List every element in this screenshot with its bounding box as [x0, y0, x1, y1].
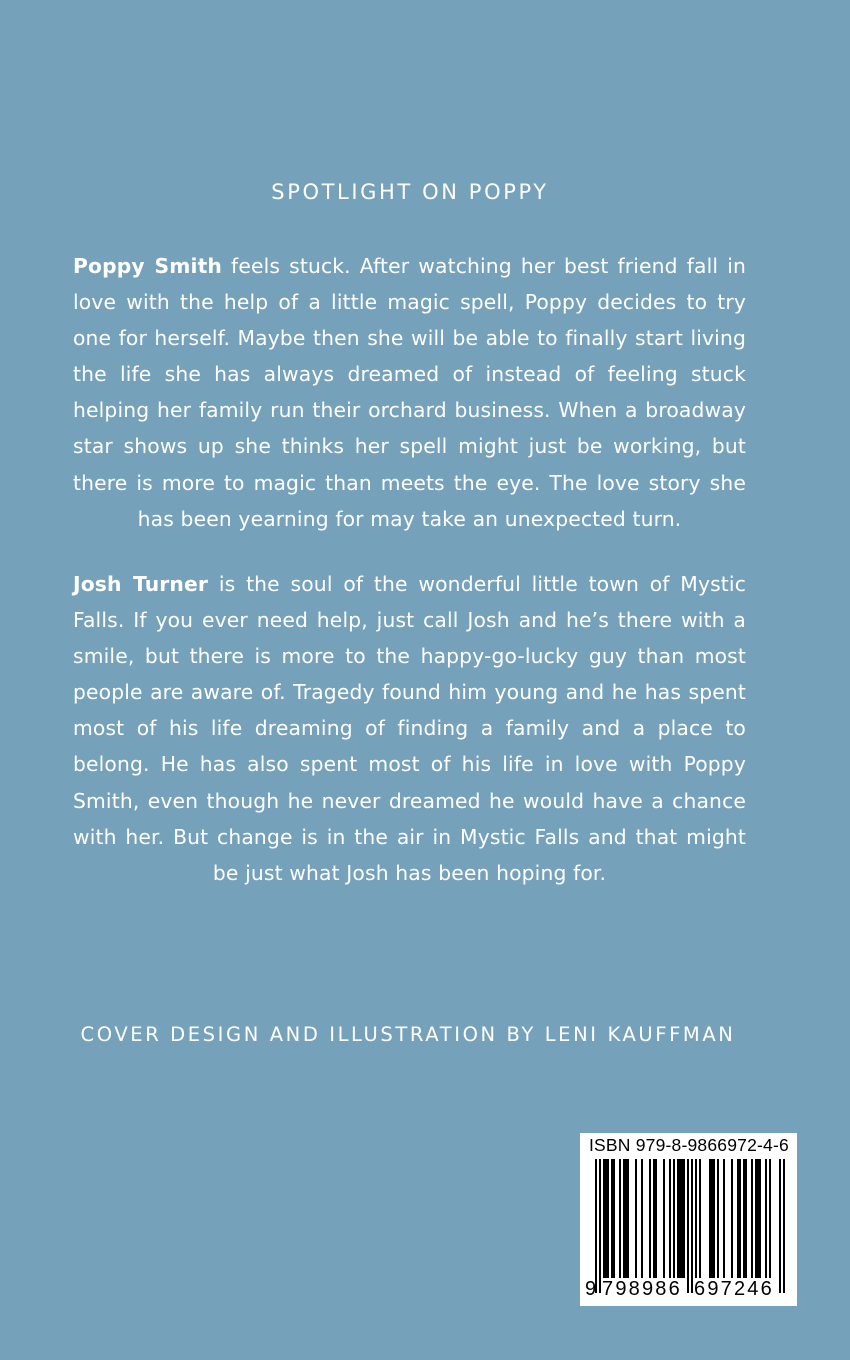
barcode-bar — [713, 1159, 715, 1278]
character-name-josh: Josh Turner — [73, 572, 209, 596]
blurb-paragraph-poppy — [73, 248, 746, 537]
barcode-bar — [603, 1159, 605, 1278]
barcode-bar — [635, 1159, 637, 1278]
barcode-bar — [743, 1159, 745, 1278]
barcode-bar — [759, 1159, 761, 1278]
barcode-bar — [723, 1159, 725, 1278]
barcode-bar — [623, 1159, 625, 1278]
ean-left-digits: 798986 — [602, 1278, 682, 1300]
cover-credit: COVER DESIGN AND ILLUSTRATION BY LENI KAUFFMAN — [80, 1023, 736, 1046]
barcode-bar — [681, 1159, 683, 1278]
barcode-bar — [717, 1159, 719, 1278]
barcode-guard-bar — [783, 1159, 785, 1293]
ean-right-digits: 697246 — [694, 1278, 774, 1300]
barcode-bar — [655, 1159, 657, 1278]
barcode-bar — [663, 1159, 665, 1278]
blurb-text-josh: is the soul of the wonderful little town of Mystic Falls. If you ever need help, just call Josh and he’s there with a smile, but there is more to the happy-go-lucky guy than most people are aware of. Tragedy found him young and he has spent most of his life dreaming of finding a family and a place to belong. He has also spent most of his life in love with Poppy Smith, even though he never dreamed he would have a chance with her. But change is in the air in Mystic Falls and that might be just what Josh has been hoping for. — [73, 572, 746, 885]
barcode-bar — [627, 1159, 629, 1278]
character-name-poppy: Poppy Smith — [73, 254, 223, 278]
barcode-bar — [711, 1159, 713, 1278]
barcode-bar — [679, 1159, 681, 1278]
barcode-bar — [751, 1159, 753, 1278]
barcode-bar — [613, 1159, 615, 1278]
barcode-bar — [709, 1159, 711, 1278]
barcode-guard-bar — [595, 1159, 597, 1293]
cover-heading: SPOTLIGHT ON POPPY — [271, 180, 549, 204]
barcode-guard-bar — [599, 1159, 601, 1293]
barcode-bar — [607, 1159, 609, 1278]
blurb-text-poppy: feels stuck. After watching her best friend fall in love with the help of a little magic spell, Poppy decides to try one for herself. Maybe then she will be able to finally start living the life she has always dreamed of instead of feeling stuck helping her family run their orchard business. When a broadway star shows up she thinks her spell might just be working, but there is more to magic than meets the eye. The love story she has been yearning for may take an unexpected turn. — [73, 254, 746, 531]
barcode-bar — [695, 1159, 697, 1278]
barcode-bar — [699, 1159, 701, 1278]
barcode-guard-bar — [779, 1159, 781, 1293]
barcode-bar — [673, 1159, 675, 1278]
barcode-bar — [669, 1159, 671, 1278]
barcode-bar — [755, 1159, 757, 1278]
barcode-guard-bar — [687, 1159, 689, 1293]
isbn-barcode — [580, 1133, 797, 1306]
barcode-bar — [745, 1159, 747, 1278]
ean-first-digit: 9 — [585, 1278, 599, 1300]
barcode-bar — [731, 1159, 733, 1278]
barcode-bar — [649, 1159, 651, 1278]
barcode-bar — [769, 1159, 771, 1278]
blurb-paragraph-josh — [73, 566, 746, 891]
barcode-bar — [737, 1159, 739, 1278]
barcode-guard-bar — [691, 1159, 693, 1293]
barcode-bar — [757, 1159, 759, 1278]
barcode-bar — [641, 1159, 643, 1278]
barcode-bar — [653, 1159, 655, 1278]
barcode-bar — [683, 1159, 685, 1278]
barcode-bar — [611, 1159, 613, 1278]
barcode-bar — [677, 1159, 679, 1278]
barcode-bar — [739, 1159, 741, 1278]
barcode-bar — [765, 1159, 767, 1278]
barcode-bar — [625, 1159, 627, 1278]
barcode-bar — [619, 1159, 621, 1278]
isbn-label: ISBN 979-8-9866972-4-6 — [589, 1135, 789, 1155]
barcode-bar — [605, 1159, 607, 1278]
